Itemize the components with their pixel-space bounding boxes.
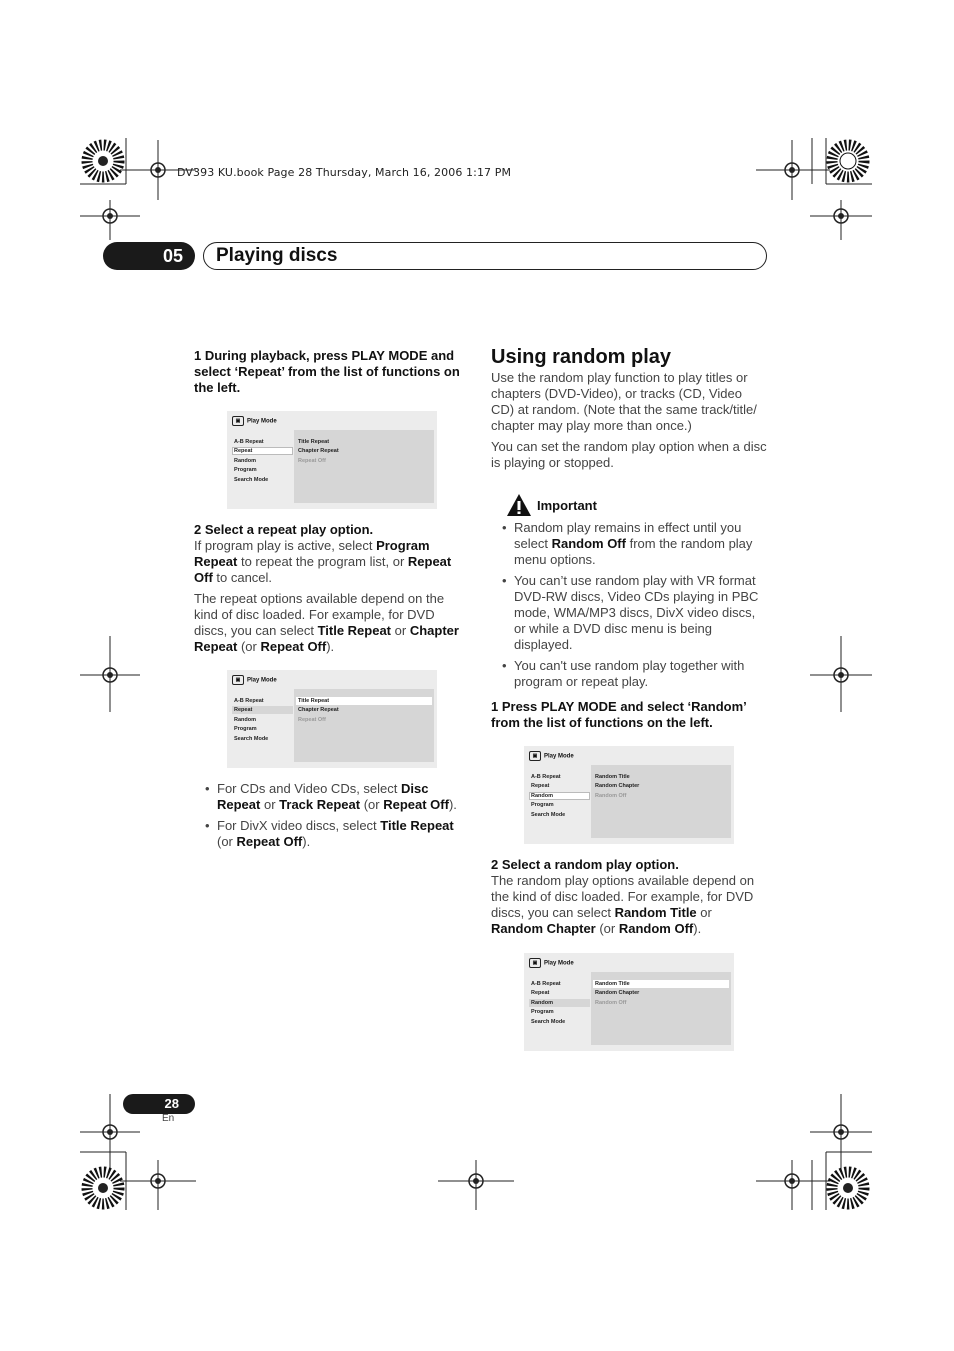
- option-item: Chapter Repeat: [298, 448, 339, 454]
- right-para-1: Use the random play function to play titles or chapters (DVD-Video), or tracks (CD, Video CD) at random. (Note that the same track/title/ chapter may play more than once.): [491, 370, 757, 433]
- random-menu-screen: [524, 746, 734, 844]
- chapter-title: Playing discs: [216, 245, 338, 266]
- menu-item: Program: [234, 726, 257, 732]
- left-bullet-1: • For CDs and Video CDs, select Disc Repeat or Track Repeat (or Repeat Off).: [205, 781, 457, 812]
- option-item: Random Off: [595, 793, 627, 799]
- language-code: En: [162, 1113, 175, 1124]
- menu-item: Program: [234, 467, 257, 473]
- important-label: Important: [537, 498, 597, 513]
- option-item: Chapter Repeat: [298, 707, 339, 713]
- menu-item: Random: [531, 1000, 553, 1006]
- screen-title: ▣ Play Mode: [232, 675, 277, 685]
- bullet: •: [502, 658, 507, 673]
- option-item: Random Chapter: [595, 990, 640, 996]
- menu-item: Random: [531, 793, 553, 799]
- option-item: Repeat Off: [298, 717, 326, 723]
- important-bullet-1: • Random play remains in effect until you select Random Off from the random play menu options.: [502, 520, 753, 567]
- disc-icon: ▣: [529, 958, 541, 968]
- left-bullet-2: • For DivX video discs, select Title Repeat (or Repeat Off).: [205, 818, 454, 849]
- disc-icon: ▣: [232, 416, 244, 426]
- option-item: Random Title: [595, 981, 630, 987]
- repeat-options-screen: [227, 670, 437, 768]
- right-para-2: You can set the random play option when a disc is playing or stopped.: [491, 439, 767, 470]
- random-options-screen: [524, 953, 734, 1051]
- right-para-3: The random play options available depend on the kind of disc loaded. For example, for DVD discs, you can select Random Title or Random Chapter (or Random Off).: [491, 873, 755, 936]
- section-heading: Using random play: [491, 346, 672, 368]
- menu-item: Program: [531, 1009, 554, 1015]
- menu-item: Repeat: [234, 707, 253, 713]
- menu-item: A-B Repeat: [234, 698, 264, 704]
- option-item: Title Repeat: [298, 439, 330, 445]
- screen-title: ▣ Play Mode: [529, 958, 574, 968]
- option-item: Title Repeat: [298, 698, 330, 704]
- menu-item: Random: [234, 458, 256, 464]
- menu-item: Repeat: [531, 783, 550, 789]
- important-bullet-3: • You can't use random play together with program or repeat play.: [502, 658, 745, 689]
- menu-item: Search Mode: [531, 812, 566, 818]
- bullet: •: [205, 818, 210, 833]
- menu-item: Search Mode: [234, 736, 269, 742]
- repeat-menu-screen: [227, 411, 437, 509]
- menu-item: A-B Repeat: [531, 981, 561, 987]
- menu-item: Random: [234, 717, 256, 723]
- option-item: Random Chapter: [595, 783, 640, 789]
- bullet: •: [502, 520, 507, 535]
- option-item: Random Off: [595, 1000, 627, 1006]
- screen-title: ▣ Play Mode: [529, 751, 574, 761]
- right-step-2: 2 Select a random play option.: [491, 857, 679, 872]
- bullet: •: [205, 781, 210, 796]
- disc-icon: ▣: [529, 751, 541, 761]
- chapter-number-badge: 05: [103, 242, 195, 270]
- left-para-2: The repeat options available depend on the kind of disc loaded. For example, for DVD discs, you can select Title Repeat or Chapter Repeat (or Repeat Off).: [194, 591, 459, 654]
- left-step-2: 2 Select a repeat play option.: [194, 522, 374, 537]
- menu-item: Program: [531, 802, 554, 808]
- left-para-1: If program play is active, select Program Repeat to repeat the program list, or Repeat Off to cancel.: [194, 538, 452, 585]
- disc-icon: ▣: [232, 675, 244, 685]
- menu-item: Repeat: [531, 990, 550, 996]
- menu-item: A-B Repeat: [531, 774, 561, 780]
- right-step-1: 1 Press PLAY MODE and select ‘Random’ from the list of functions on the left.: [491, 699, 747, 730]
- menu-item: Search Mode: [234, 477, 269, 483]
- menu-item: Search Mode: [531, 1019, 566, 1025]
- important-bullet-2: • You can’t use random play with VR format DVD-RW discs, Video CDs playing in PBC mode, WMA/MP3 discs, DivX video discs, or while a DVD disc menu is being displayed.: [502, 573, 759, 652]
- bullet: •: [502, 573, 507, 588]
- screen-title: ▣ Play Mode: [232, 416, 277, 426]
- option-item: Random Title: [595, 774, 630, 780]
- menu-item: Repeat: [234, 448, 253, 454]
- menu-item: A-B Repeat: [234, 439, 264, 445]
- left-step-1: 1 During playback, press PLAY MODE and select ‘Repeat’ from the list of functions on the left.: [194, 348, 460, 395]
- print-header: DV393 KU.book Page 28 Thursday, March 16, 2006 1:17 PM: [177, 166, 512, 179]
- warning-icon: [506, 493, 532, 517]
- page-number: 28: [123, 1094, 195, 1114]
- option-item: Repeat Off: [298, 458, 326, 464]
